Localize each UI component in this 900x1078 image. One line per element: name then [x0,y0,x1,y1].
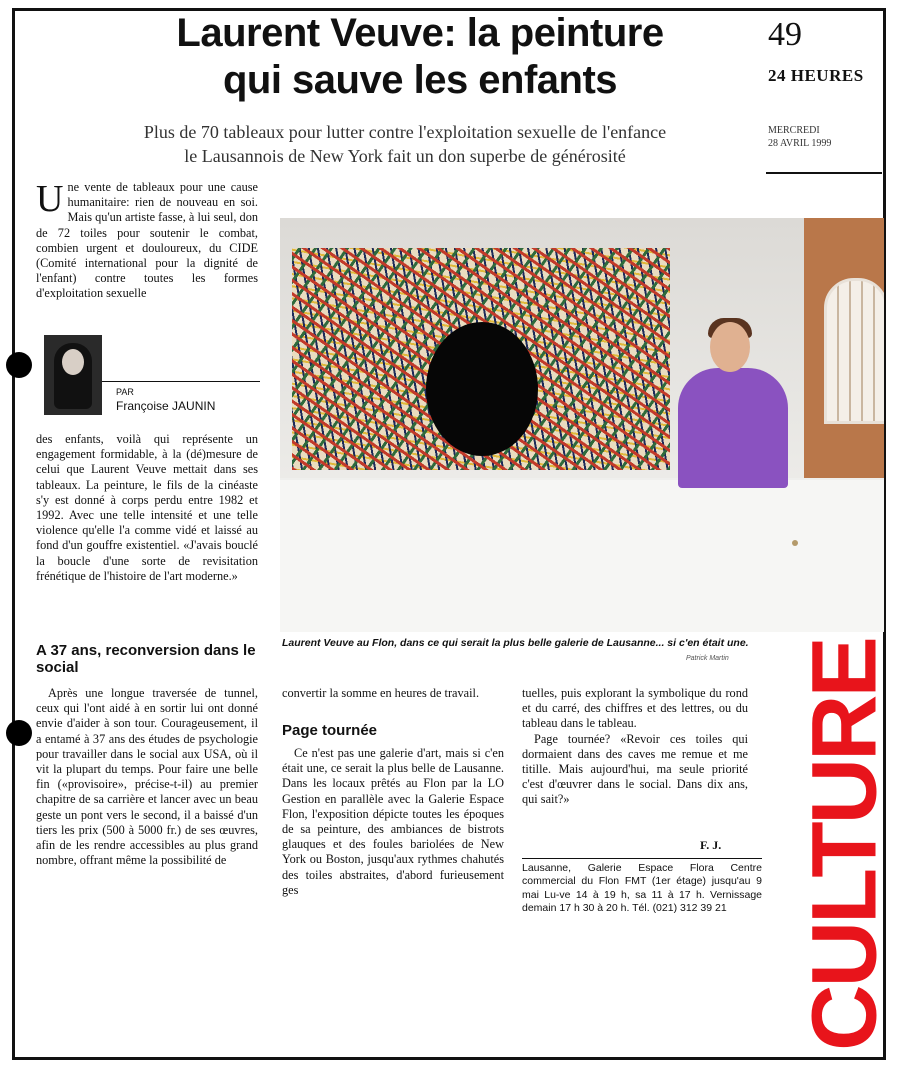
intro-text: ne vente de tableaux pour une cause humanitaire: rien de nouveau en soi. Mais qu'un artiste fasse, à lui seul, don de 72 toiles pour soutenir le combat, combien urgent et douloureux, du CIDE (Comité international pour la dignité de l'enfant) contre toutes les formes d'exploitation sexuelle [36,180,258,301]
photo-credit: Patrick Martin [686,655,729,662]
binder-hole-top [6,352,32,378]
intro-paragraph [36,180,258,302]
floor-spot [792,540,798,546]
dropcap: U [36,178,64,220]
byline-par: PAR [116,387,134,397]
person-body [678,368,788,488]
photo-caption: Laurent Veuve au Flon, dans ce qui serait la plus belle galerie de Lausanne... si c'en était une. [282,637,749,649]
dateline-date: 28 AVRIL 1999 [768,138,832,149]
culture-text: CULTURE [793,639,896,1051]
article-photo [280,218,884,632]
byline-rule [102,381,260,382]
body-paragraph: Après une longue traversée de tunnel, ceux qui l'ont aidé à en sortir lui ont donné envie d'aider à son tour. Courageusement, il a entamé à 37 ans des études de psychologie pour travailler dans le social aux USA, où il vit la plupart du temps. Pour faire une belle fin («provisoire», précise-t-il) au premier chapitre de sa carrière et lancer avec un beau geste un pont vers le second, il a baissé d'un tiers les prix (500 à 5000 fr.) de ses œuvres, afin de les rendre accessibles au plus grand nombre, offrant même la possibilité de [36,686,258,868]
subtitle-line-2: le Lausannois de New York fait un don superbe de générosité [184,146,626,166]
body-col2 [282,746,504,898]
section-label-culture [793,639,896,1051]
arched-window [824,278,884,424]
headline-line-2: qui sauve les enfants [222,58,618,102]
body-col3 [522,686,748,808]
person-head [710,322,750,372]
dateline [768,124,831,150]
portrait-face [62,349,84,375]
subtitle-line-1: Plus de 70 tableaux pour lutter contre l'exploitation sexuelle de l'enfance [143,122,667,142]
section-heading-reconversion: A 37 ans, reconversion dans le social [36,642,256,676]
dateline-day: MERCREDI [768,125,820,136]
article-subtitle [60,120,750,168]
info-rule [522,858,762,859]
byline-author: Françoise JAUNIN [116,399,216,413]
gallery-floor [280,480,884,632]
body-col1-section [36,686,258,868]
author-initials: F. J. [700,838,722,852]
newspaper-name: 24 HEURES [768,66,864,85]
article-headline [90,10,750,104]
author-portrait [44,335,102,415]
body-paragraph: des enfants, voilà qui représente un engagement formidable, à la (dé)mesure de celui que Laurent Veuve mettait dans ses tableaux. La peinture, le fils de la cinéaste s'y est donné à corps perdu entre 1982 et 1992. Avec une telle intensité et une telle violence qu'elle l'a comme vidé et laissé au fond d'un gouffre existentiel. «J'avais bouclé la boucle d'une sorte de revisitation frénétique de l'histoire de l'art moderne.» [36,432,258,583]
section-heading-page-tournee: Page tournée [282,722,378,739]
binder-hole-bottom [6,720,32,746]
masthead-rule [766,172,882,174]
page-number: 49 [768,16,802,53]
body-paragraph: tuelles, puis explorant la symbolique du rond et du carré, des chiffres et des lettres, ou du tableau dans le tableau. [522,686,748,731]
byline [38,335,258,417]
black-disc [426,322,538,456]
body-paragraph: Page tournée? «Revoir ces toiles qui dormaient dans des caves me remue et me titille. Mais aujourd'hui, ma seule priorité c'est d'œuvrer dans le social. Dans dix ans, qui sait?» [522,731,748,807]
body-col2-top [282,686,504,701]
body-col1-cont [36,432,258,584]
body-paragraph: Ce n'est pas une galerie d'art, mais si c'en était une, ce serait la plus belle de Lausanne. Dans les locaux prêtés au Flon par la LO Gestion en parallèle avec la Galerie Espace Flon, l'exposition dépicte toutes les époques de sa peinture, des ambiances de bistrots glauques et des foules bariolées de New York ou Boston, jusqu'aux rythmes chahutés des toiles abstraites, d'abord furieusement ges [282,746,504,897]
exhibition-info: Lausanne, Galerie Espace Flora Centre commercial du Flon FMT (1er étage) jusqu'au 9 mai Lu-ve 14 à 19 h, sa 11 à 17 h. Vernissage demain 17 h 30 à 20 h. Tél. (021) 312 39 21 [522,862,762,915]
headline-line-1: Laurent Veuve: la peinture [176,11,664,55]
body-paragraph: convertir la somme en heures de travail. [282,686,480,700]
